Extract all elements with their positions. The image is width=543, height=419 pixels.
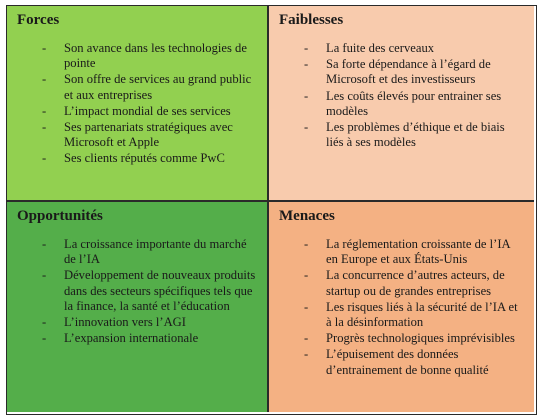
list-item-text: Son avance dans les technologies de pointe xyxy=(64,41,247,71)
opportunites-quadrant xyxy=(7,202,269,412)
list-item: - La réglementation croissante de l’IA en Europe et aux États-Unis xyxy=(304,237,510,267)
list-item: - Sa forte dépendance à l’égard de Microsoft et des investisseurs xyxy=(304,57,491,87)
list-item-text: Sa forte dépendance à l’égard de Microsoft et des investisseurs xyxy=(326,57,491,87)
list-item: - Les risques liés à la sécurité de l’IA et à la désinformation xyxy=(304,299,518,330)
list-item: - Son avance dans les technologies de pointe xyxy=(42,41,247,71)
swot-matrix xyxy=(6,5,537,415)
list-item: - L’impact mondial de ses services xyxy=(42,103,231,118)
list-item-text: L’impact mondial de ses services xyxy=(64,103,231,118)
list-item-text: L’innovation vers l’AGI xyxy=(64,315,186,330)
list-item: - Les problèmes d’éthique et de biais liés à ses modèles xyxy=(304,120,505,150)
faiblesses-list xyxy=(279,41,524,150)
list-item-text: La réglementation croissante de l’IA en Europe et aux États-Unis xyxy=(326,237,510,267)
menaces-title: Menaces xyxy=(279,208,335,224)
list-item-text: Les problèmes d’éthique et de biais liés à ses modèles xyxy=(326,120,505,150)
faiblesses-quadrant xyxy=(269,6,534,202)
list-item-text: Les risques liés à la sécurité de l’IA et à la désinformation xyxy=(326,299,518,330)
list-item-text: La fuite des cerveaux xyxy=(326,41,435,55)
list-item: - La croissance importante du marché de l’IA xyxy=(42,237,247,267)
list-item: - Ses partenariats stratégiques avec Microsoft et Apple xyxy=(42,120,233,150)
list-item: - Les coûts élevés pour entrainer ses modèles xyxy=(304,88,502,118)
list-item: - Ses clients réputés comme PwC xyxy=(42,151,225,166)
list-item-text: Son offre de services au grand public et aux entreprises xyxy=(64,72,252,102)
list-item: - Son offre de services au grand public et aux entreprises xyxy=(42,72,252,102)
list-item: - La fuite des cerveaux xyxy=(304,41,435,55)
list-item-text: Ses partenariats stratégiques avec Microsoft et Apple xyxy=(64,120,233,150)
list-item: - L’innovation vers l’AGI xyxy=(42,315,186,330)
faiblesses-title: Faiblesses xyxy=(279,12,344,28)
list-item-text: Ses clients réputés comme PwC xyxy=(64,151,225,166)
list-item-text: Les coûts élevés pour entrainer ses modèles xyxy=(326,88,502,118)
list-item: - Progrès technologiques imprévisibles xyxy=(304,331,515,346)
menaces-quadrant xyxy=(269,202,534,412)
list-item-text: L’expansion internationale xyxy=(64,331,199,346)
forces-quadrant xyxy=(7,6,269,202)
menaces-list xyxy=(279,237,524,378)
list-item: - Développement de nouveaux produits dans des secteurs spécifiques tels que la finance, la santé et l’éducation xyxy=(42,268,256,313)
list-item-text: L’épuisement des données d’entrainement de bonne qualité xyxy=(326,347,489,377)
opportunites-title: Opportunités xyxy=(17,208,103,224)
list-item-text: Développement de nouveaux produits dans des secteurs spécifiques tels que la finance, la santé et l’éducation xyxy=(64,268,256,313)
forces-title: Forces xyxy=(17,12,60,28)
opportunites-list xyxy=(17,237,257,346)
list-item: - La concurrence d’autres acteurs, de startup ou de grandes entreprises xyxy=(304,268,505,298)
list-item-text: Progrès technologiques imprévisibles xyxy=(326,331,515,346)
forces-list xyxy=(17,41,257,167)
list-item-text: La concurrence d’autres acteurs, de startup ou de grandes entreprises xyxy=(326,268,505,298)
list-item-text: La croissance importante du marché de l’IA xyxy=(64,237,247,267)
list-item: - L’épuisement des données d’entrainement de bonne qualité xyxy=(304,347,489,377)
list-item: - L’expansion internationale xyxy=(42,331,199,346)
